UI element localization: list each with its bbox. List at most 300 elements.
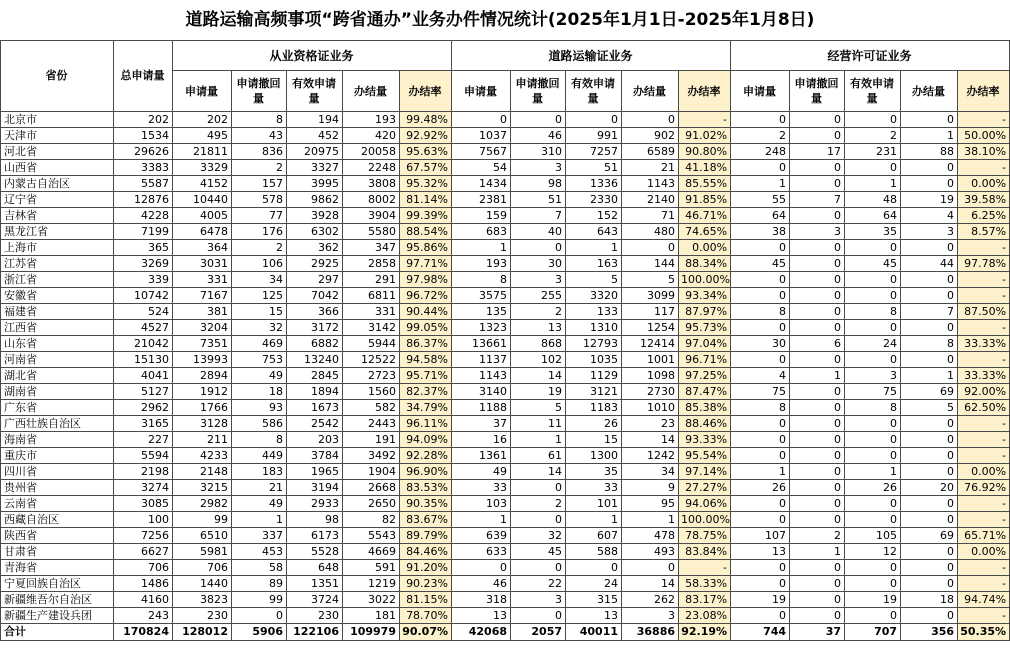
province-name: 广东省 <box>1 400 114 416</box>
value-cell: 4 <box>731 368 790 384</box>
completion-rate-cell: 82.37% <box>400 384 452 400</box>
value-cell: 10742 <box>114 288 173 304</box>
province-name: 黑龙江省 <box>1 224 114 240</box>
value-cell: 3329 <box>173 160 232 176</box>
value-cell: 128012 <box>173 624 232 641</box>
table-row <box>1 432 1010 448</box>
value-cell: 1 <box>511 432 566 448</box>
completion-rate-cell: 81.15% <box>400 592 452 608</box>
value-cell: 21042 <box>114 336 173 352</box>
value-cell: 14 <box>622 432 679 448</box>
completion-rate-cell: - <box>958 272 1010 288</box>
value-cell: 20975 <box>287 144 343 160</box>
completion-rate-cell: 91.20% <box>400 560 452 576</box>
value-cell: 5594 <box>114 448 173 464</box>
value-cell: 0 <box>790 304 845 320</box>
completion-rate-cell: 85.38% <box>679 400 731 416</box>
value-cell: 0 <box>790 560 845 576</box>
value-cell: 1 <box>731 464 790 480</box>
value-cell: 13661 <box>452 336 511 352</box>
table-row <box>1 208 1010 224</box>
value-cell: 0 <box>790 512 845 528</box>
completion-rate-cell: 78.70% <box>400 608 452 624</box>
value-cell: 0 <box>901 432 958 448</box>
completion-rate-cell: 90.35% <box>400 496 452 512</box>
value-cell: 99 <box>173 512 232 528</box>
completion-rate-cell: 39.58% <box>958 192 1010 208</box>
group-header-qualification: 从业资格证业务 <box>173 41 452 71</box>
completion-rate-cell: 99.48% <box>400 112 452 128</box>
province-name: 湖北省 <box>1 368 114 384</box>
value-cell: 11 <box>511 416 566 432</box>
value-cell: 0 <box>790 608 845 624</box>
value-cell: 163 <box>566 256 622 272</box>
value-cell: 0 <box>511 480 566 496</box>
sub-header-valid-applications: 有效申请量 <box>566 71 622 112</box>
value-cell: 64 <box>845 208 901 224</box>
value-cell: 0 <box>845 512 901 528</box>
value-cell: 5127 <box>114 384 173 400</box>
value-cell: 0 <box>845 576 901 592</box>
value-cell: 0 <box>845 272 901 288</box>
value-cell: 202 <box>114 112 173 128</box>
completion-rate-cell: 67.57% <box>400 160 452 176</box>
value-cell: 45 <box>731 256 790 272</box>
value-cell: 1894 <box>287 384 343 400</box>
table-row <box>1 496 1010 512</box>
completion-rate-cell: 100.00% <box>679 512 731 528</box>
value-cell: 0 <box>845 112 901 128</box>
completion-rate-cell: 90.44% <box>400 304 452 320</box>
completion-rate-cell: 58.33% <box>679 576 731 592</box>
value-cell: 1336 <box>566 176 622 192</box>
value-cell: 98 <box>511 176 566 192</box>
value-cell: 37 <box>452 416 511 432</box>
value-cell: 23 <box>622 416 679 432</box>
value-cell: 109979 <box>343 624 400 641</box>
value-cell: 0 <box>845 608 901 624</box>
province-name: 重庆市 <box>1 448 114 464</box>
value-cell: 0 <box>232 608 287 624</box>
province-name: 宁夏回族自治区 <box>1 576 114 592</box>
value-cell: 6 <box>790 336 845 352</box>
table-row <box>1 272 1010 288</box>
province-name: 上海市 <box>1 240 114 256</box>
value-cell: 51 <box>566 160 622 176</box>
value-cell: 125 <box>232 288 287 304</box>
completion-rate-cell: 65.71% <box>958 528 1010 544</box>
completion-rate-cell: 46.71% <box>679 208 731 224</box>
value-cell: 0 <box>901 544 958 560</box>
value-cell: 3 <box>845 368 901 384</box>
value-cell: 3492 <box>343 448 400 464</box>
value-cell: 1183 <box>566 400 622 416</box>
value-cell: 1310 <box>566 320 622 336</box>
value-cell: 347 <box>343 240 400 256</box>
province-name: 新疆维吾尔自治区 <box>1 592 114 608</box>
value-cell: 5 <box>901 400 958 416</box>
value-cell: 0 <box>731 112 790 128</box>
value-cell: 14 <box>622 576 679 592</box>
value-cell: 3099 <box>622 288 679 304</box>
value-cell: 13993 <box>173 352 232 368</box>
value-cell: 331 <box>343 304 400 320</box>
sub-header-completion-rate: 办结率 <box>400 71 452 112</box>
value-cell: 34 <box>232 272 287 288</box>
value-cell: 44 <box>901 256 958 272</box>
value-cell: 607 <box>566 528 622 544</box>
value-cell: 14 <box>511 368 566 384</box>
value-cell: 40011 <box>566 624 622 641</box>
completion-rate-cell: - <box>958 352 1010 368</box>
table-row <box>1 560 1010 576</box>
value-cell: 0 <box>622 112 679 128</box>
value-cell: 2148 <box>173 464 232 480</box>
province-name: 甘肃省 <box>1 544 114 560</box>
table-row <box>1 144 1010 160</box>
province-name: 浙江省 <box>1 272 114 288</box>
value-cell: 6811 <box>343 288 400 304</box>
value-cell: 420 <box>343 128 400 144</box>
value-cell: 0 <box>790 288 845 304</box>
value-cell: 339 <box>114 272 173 288</box>
completion-rate-cell: 87.50% <box>958 304 1010 320</box>
value-cell: 0 <box>731 512 790 528</box>
value-cell: 36886 <box>622 624 679 641</box>
value-cell: 227 <box>114 432 173 448</box>
sub-header-applications: 申请量 <box>173 71 232 112</box>
value-cell: 16 <box>452 432 511 448</box>
value-cell: 3823 <box>173 592 232 608</box>
value-cell: 0 <box>845 288 901 304</box>
value-cell: 3121 <box>566 384 622 400</box>
sub-header-withdrawn: 申请撤回量 <box>511 71 566 112</box>
value-cell: 381 <box>173 304 232 320</box>
value-cell: 43 <box>232 128 287 144</box>
value-cell: 0 <box>511 240 566 256</box>
value-cell: 3085 <box>114 496 173 512</box>
value-cell: 0 <box>731 288 790 304</box>
stats-table <box>0 40 1010 641</box>
completion-rate-cell: 33.33% <box>958 336 1010 352</box>
value-cell: 7 <box>790 192 845 208</box>
completion-rate-cell: 94.09% <box>400 432 452 448</box>
value-cell: 211 <box>173 432 232 448</box>
value-cell: 0 <box>901 272 958 288</box>
value-cell: 6882 <box>287 336 343 352</box>
table-row <box>1 336 1010 352</box>
value-cell: 1 <box>845 176 901 192</box>
value-cell: 1010 <box>622 400 679 416</box>
value-cell: 75 <box>731 384 790 400</box>
sub-header-valid-applications: 有效申请量 <box>287 71 343 112</box>
summary-label: 合计 <box>1 624 114 641</box>
value-cell: 291 <box>343 272 400 288</box>
table-row <box>1 608 1010 624</box>
value-cell: 3383 <box>114 160 173 176</box>
value-cell: 4233 <box>173 448 232 464</box>
value-cell: 13240 <box>287 352 343 368</box>
value-cell: 0 <box>566 112 622 128</box>
completion-rate-cell: 95.54% <box>679 448 731 464</box>
value-cell: 191 <box>343 432 400 448</box>
table-row <box>1 128 1010 144</box>
value-cell: 453 <box>232 544 287 560</box>
value-cell: 193 <box>343 112 400 128</box>
value-cell: 0 <box>790 592 845 608</box>
value-cell: 101 <box>566 496 622 512</box>
value-cell: 449 <box>232 448 287 464</box>
value-cell: 469 <box>232 336 287 352</box>
completion-rate-cell: 93.34% <box>679 288 731 304</box>
value-cell: 18 <box>901 592 958 608</box>
completion-rate-cell: 97.04% <box>679 336 731 352</box>
value-cell: 639 <box>452 528 511 544</box>
value-cell: 0 <box>901 464 958 480</box>
value-cell: 77 <box>232 208 287 224</box>
table-row <box>1 288 1010 304</box>
value-cell: 33 <box>566 480 622 496</box>
value-cell: 231 <box>845 144 901 160</box>
value-cell: 1143 <box>452 368 511 384</box>
value-cell: 29626 <box>114 144 173 160</box>
completion-rate-cell: 93.33% <box>679 432 731 448</box>
value-cell: 144 <box>622 256 679 272</box>
value-cell: 1486 <box>114 576 173 592</box>
value-cell: 24 <box>845 336 901 352</box>
value-cell: 902 <box>622 128 679 144</box>
value-cell: 2248 <box>343 160 400 176</box>
completion-rate-cell: - <box>958 560 1010 576</box>
value-cell: 26 <box>566 416 622 432</box>
completion-rate-cell: 95.32% <box>400 176 452 192</box>
completion-rate-cell: 96.72% <box>400 288 452 304</box>
value-cell: 0 <box>901 560 958 576</box>
value-cell: 5981 <box>173 544 232 560</box>
value-cell: 8 <box>901 336 958 352</box>
value-cell: 0 <box>511 560 566 576</box>
value-cell: 10440 <box>173 192 232 208</box>
province-name: 西藏自治区 <box>1 512 114 528</box>
completion-rate-cell: 6.25% <box>958 208 1010 224</box>
value-cell: 2198 <box>114 464 173 480</box>
sub-header-valid-applications: 有效申请量 <box>845 71 901 112</box>
value-cell: 93 <box>232 400 287 416</box>
value-cell: 6173 <box>287 528 343 544</box>
completion-rate-cell: - <box>958 240 1010 256</box>
value-cell: 40 <box>511 224 566 240</box>
completion-rate-cell: 83.84% <box>679 544 731 560</box>
value-cell: 364 <box>173 240 232 256</box>
completion-rate-cell: 81.14% <box>400 192 452 208</box>
value-cell: 49 <box>232 496 287 512</box>
value-cell: 54 <box>452 160 511 176</box>
value-cell: 12522 <box>343 352 400 368</box>
completion-rate-cell: 91.85% <box>679 192 731 208</box>
value-cell: 0 <box>511 608 566 624</box>
value-cell: 3928 <box>287 208 343 224</box>
completion-rate-cell: 78.75% <box>679 528 731 544</box>
group-header-business-permit: 经营许可证业务 <box>731 41 1010 71</box>
value-cell: 82 <box>343 512 400 528</box>
value-cell: 105 <box>845 528 901 544</box>
value-cell: 0 <box>452 112 511 128</box>
summary-row <box>1 624 1010 641</box>
value-cell: 58 <box>232 560 287 576</box>
value-cell: 1143 <box>622 176 679 192</box>
value-cell: 7 <box>511 208 566 224</box>
value-cell: 8 <box>232 432 287 448</box>
value-cell: 117 <box>622 304 679 320</box>
province-name: 新疆生产建设兵团 <box>1 608 114 624</box>
sub-header-completion-rate: 办结率 <box>679 71 731 112</box>
value-cell: 1129 <box>566 368 622 384</box>
value-cell: 3274 <box>114 480 173 496</box>
value-cell: 45 <box>845 256 901 272</box>
value-cell: 3269 <box>114 256 173 272</box>
value-cell: 5 <box>566 272 622 288</box>
table-row <box>1 192 1010 208</box>
value-cell: 8 <box>731 400 790 416</box>
province-name: 河南省 <box>1 352 114 368</box>
value-cell: 13 <box>731 544 790 560</box>
value-cell: 1766 <box>173 400 232 416</box>
table-row <box>1 512 1010 528</box>
completion-rate-cell: 92.19% <box>679 624 731 641</box>
value-cell: 194 <box>287 112 343 128</box>
value-cell: 493 <box>622 544 679 560</box>
completion-rate-cell: 99.05% <box>400 320 452 336</box>
completion-rate-cell: - <box>958 160 1010 176</box>
value-cell: 3 <box>511 160 566 176</box>
value-cell: 2 <box>232 240 287 256</box>
value-cell: 12793 <box>566 336 622 352</box>
value-cell: 21 <box>622 160 679 176</box>
table-row <box>1 160 1010 176</box>
value-cell: 0 <box>731 448 790 464</box>
table-row <box>1 416 1010 432</box>
value-cell: 836 <box>232 144 287 160</box>
value-cell: 3194 <box>287 480 343 496</box>
value-cell: 0 <box>731 432 790 448</box>
value-cell: 42068 <box>452 624 511 641</box>
sub-header-applications: 申请量 <box>731 71 790 112</box>
table-row <box>1 224 1010 240</box>
value-cell: 0 <box>790 432 845 448</box>
value-cell: 480 <box>622 224 679 240</box>
value-cell: 0 <box>790 416 845 432</box>
value-cell: 0 <box>845 448 901 464</box>
value-cell: 7167 <box>173 288 232 304</box>
value-cell: 1 <box>452 240 511 256</box>
table-row <box>1 256 1010 272</box>
value-cell: 0 <box>790 400 845 416</box>
value-cell: 4160 <box>114 592 173 608</box>
value-cell: 0 <box>790 464 845 480</box>
completion-rate-cell: 95.71% <box>400 368 452 384</box>
value-cell: 71 <box>622 208 679 224</box>
value-cell: 2845 <box>287 368 343 384</box>
value-cell: 61 <box>511 448 566 464</box>
value-cell: 478 <box>622 528 679 544</box>
sub-header-completed: 办结量 <box>343 71 400 112</box>
value-cell: 0 <box>845 496 901 512</box>
value-cell: 26 <box>845 480 901 496</box>
value-cell: 0 <box>790 480 845 496</box>
province-name: 贵州省 <box>1 480 114 496</box>
value-cell: 2894 <box>173 368 232 384</box>
value-cell: 19 <box>511 384 566 400</box>
value-cell: 0 <box>731 320 790 336</box>
value-cell: 135 <box>452 304 511 320</box>
completion-rate-cell: - <box>958 608 1010 624</box>
value-cell: 13 <box>452 608 511 624</box>
value-cell: 0 <box>845 560 901 576</box>
value-cell: 18 <box>232 384 287 400</box>
value-cell: 365 <box>114 240 173 256</box>
value-cell: 2925 <box>287 256 343 272</box>
value-cell: 1188 <box>452 400 511 416</box>
value-cell: 230 <box>287 608 343 624</box>
table-row <box>1 576 1010 592</box>
completion-rate-cell: - <box>958 512 1010 528</box>
completion-rate-cell: 90.07% <box>400 624 452 641</box>
value-cell: 5944 <box>343 336 400 352</box>
value-cell: 2 <box>731 128 790 144</box>
value-cell: 1912 <box>173 384 232 400</box>
value-cell: 1323 <box>452 320 511 336</box>
completion-rate-cell: 97.71% <box>400 256 452 272</box>
completion-rate-cell: - <box>958 432 1010 448</box>
province-name: 北京市 <box>1 112 114 128</box>
value-cell: 3784 <box>287 448 343 464</box>
province-name: 河北省 <box>1 144 114 160</box>
value-cell: 524 <box>114 304 173 320</box>
completion-rate-cell: 86.37% <box>400 336 452 352</box>
value-cell: 19 <box>845 592 901 608</box>
value-cell: 3215 <box>173 480 232 496</box>
completion-rate-cell: 0.00% <box>958 176 1010 192</box>
completion-rate-cell: 33.33% <box>958 368 1010 384</box>
completion-rate-cell: 8.57% <box>958 224 1010 240</box>
value-cell: 868 <box>511 336 566 352</box>
table-row <box>1 240 1010 256</box>
completion-rate-cell: 34.79% <box>400 400 452 416</box>
value-cell: 744 <box>731 624 790 641</box>
value-cell: 0 <box>731 608 790 624</box>
province-name: 吉林省 <box>1 208 114 224</box>
value-cell: 0 <box>845 416 901 432</box>
value-cell: 315 <box>566 592 622 608</box>
completion-rate-cell: 95.86% <box>400 240 452 256</box>
province-name: 陕西省 <box>1 528 114 544</box>
value-cell: 0 <box>731 272 790 288</box>
value-cell: 1965 <box>287 464 343 480</box>
value-cell: 0 <box>845 352 901 368</box>
value-cell: 0 <box>901 576 958 592</box>
value-cell: 3 <box>790 224 845 240</box>
value-cell: 3 <box>901 224 958 240</box>
value-cell: 0 <box>845 432 901 448</box>
value-cell: 0 <box>845 240 901 256</box>
completion-rate-cell: 87.97% <box>679 304 731 320</box>
value-cell: 0 <box>790 160 845 176</box>
value-cell: 588 <box>566 544 622 560</box>
value-cell: 89 <box>232 576 287 592</box>
value-cell: 8 <box>232 112 287 128</box>
value-cell: 14 <box>511 464 566 480</box>
table-row <box>1 400 1010 416</box>
